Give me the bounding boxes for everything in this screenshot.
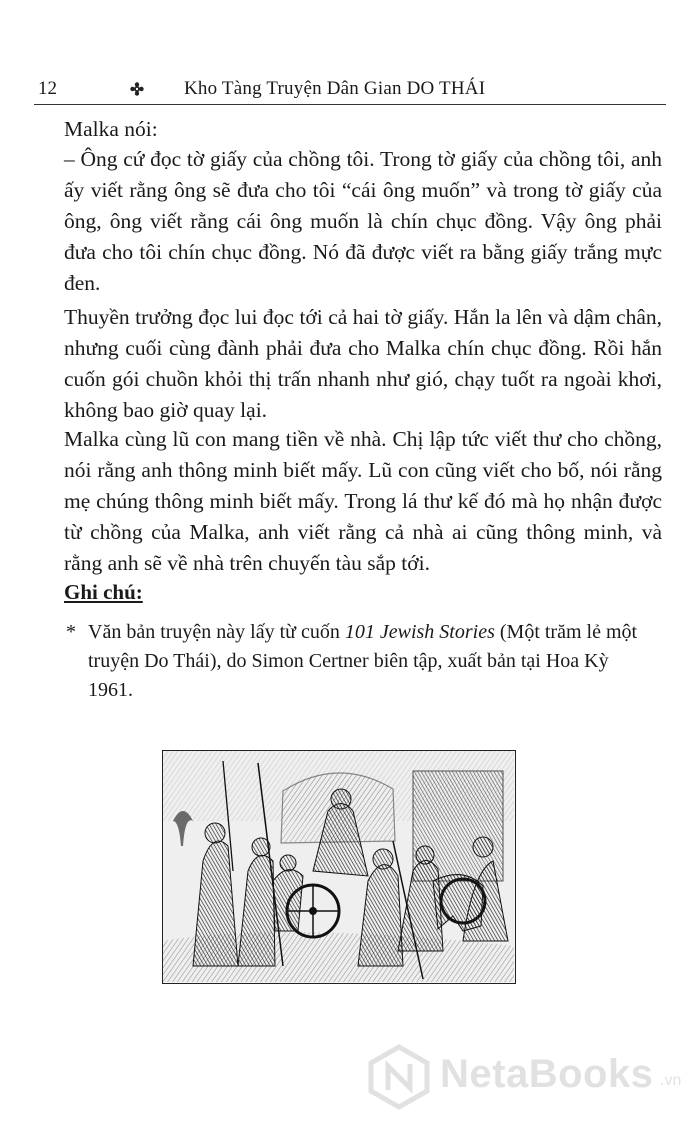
watermark-brand: NetaBooks	[440, 1052, 654, 1096]
note-text-before: Văn bản truyện này lấy từ cuốn	[88, 621, 345, 643]
netabooks-logo-icon	[366, 1044, 432, 1110]
flower-ornament-icon	[130, 82, 144, 96]
paragraph-3: Thuyền trưởng đọc lui đọc tới cả hai tờ giấy. Hắn la lên và dậm chân, nhưng cuối cùng đành phải đưa cho Malka chín chục đồng. Rồi hắn cuốn gói chuồn khỏi thị trấn nhanh như gió, chạy tuốt ra ngoài khơi, không bao giờ quay lại.	[64, 305, 662, 422]
engraving-illustration	[162, 750, 516, 984]
page-header	[34, 76, 666, 105]
note-heading: Ghi chú:	[64, 580, 143, 604]
note-text	[88, 618, 654, 705]
page-number: 12	[38, 78, 57, 99]
paragraph-4: Malka cùng lũ con mang tiền về nhà. Chị lập tức viết thư cho chồng, nói rằng anh thông minh biết mấy. Lũ con cũng viết cho bố, nói rằng mẹ chúng thông minh biết mấy. Trong lá thư kế đó mà họ nhận được từ chồng của Malka, anh viết rằng cả nhà ai cũng thông minh, và rằng anh sẽ về nhà trên chuyến tàu sắp tới.	[64, 427, 662, 575]
engraving-scene-icon	[163, 751, 514, 982]
paragraph-2: – Ông cứ đọc tờ giấy của chồng tôi. Trong tờ giấy của chồng tôi, anh ấy viết rằng ông sẽ đưa cho tôi “cái ông muốn” và trong tờ giấy của ông, ông viết rằng cái ông muốn là chín chục đồng. Vậy ông phải đưa cho tôi chín chục đồng. Nó đã được viết ra bằng giấy trắng mực đen.	[64, 147, 662, 295]
note-marker: *	[66, 621, 76, 643]
running-title: Kho Tàng Truyện Dân Gian DO THÁI	[184, 78, 486, 99]
paragraph-1: Malka nói:	[64, 117, 158, 141]
netabooks-watermark	[360, 1042, 690, 1118]
note-book-title: 101 Jewish Stories	[344, 621, 495, 643]
watermark-suffix: .vn	[660, 1072, 682, 1089]
note-text-after: (Một trăm lẻ một truyện Do Thái), do Simon Certner biên tập, xuất bản tại Hoa Kỳ 1961.	[88, 621, 638, 701]
